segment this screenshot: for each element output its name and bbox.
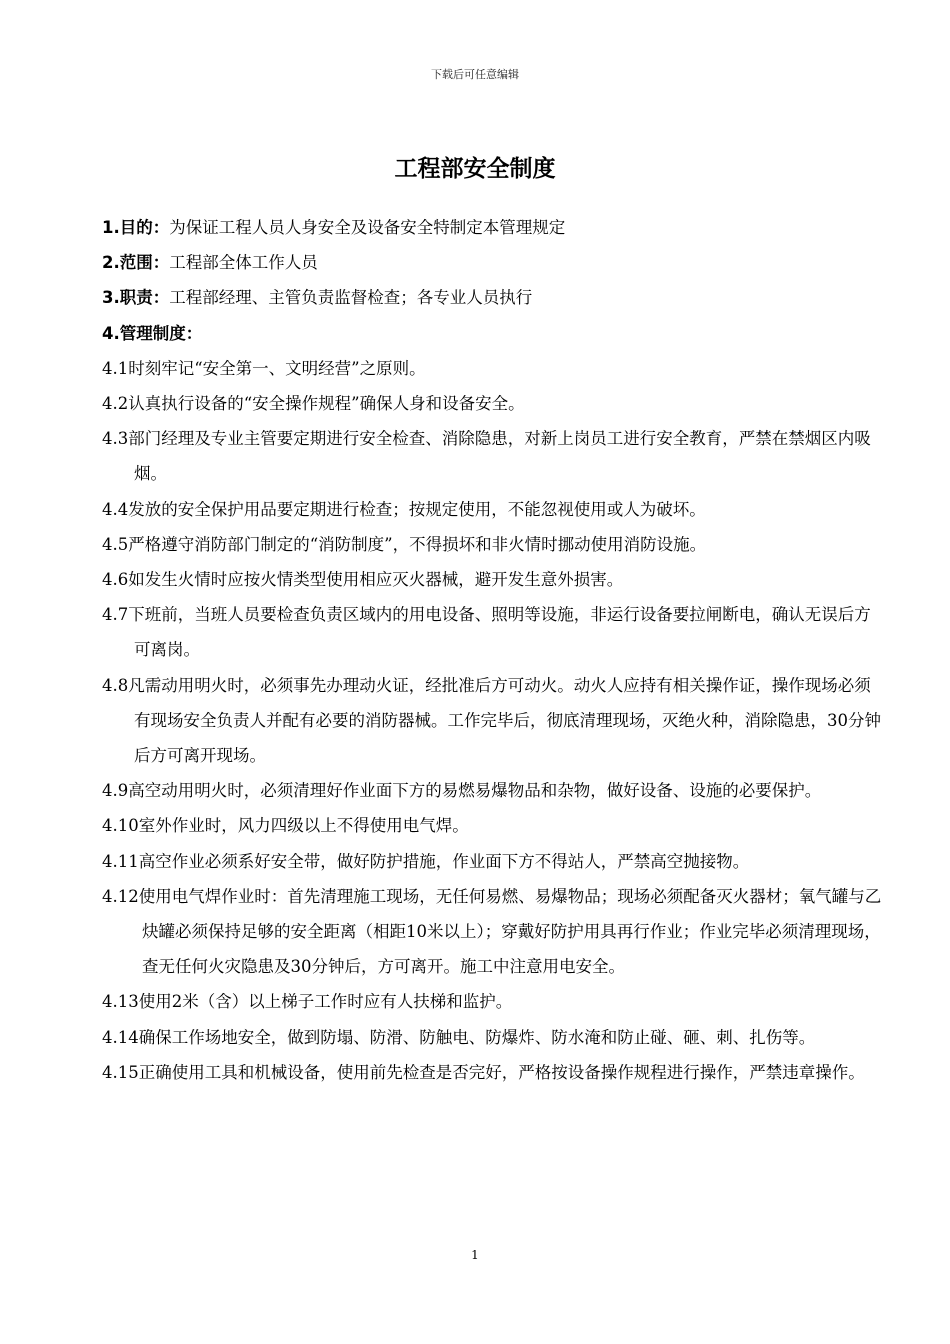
- rule-item: [102, 1020, 882, 1055]
- rule-number: 4.10: [102, 816, 139, 836]
- rule-number: 4.14: [102, 1027, 139, 1047]
- rule-item: [102, 844, 882, 879]
- section-text: 工程部全体工作人员: [169, 253, 318, 273]
- rule-item: [102, 879, 882, 985]
- rule-number: 4.6: [102, 570, 129, 590]
- rule-item: [102, 773, 882, 808]
- rule-item: [102, 562, 882, 597]
- rule-number: 4.8: [102, 675, 129, 695]
- section-label: 4.管理制度：: [102, 323, 203, 343]
- rule-text: 室外作业时，风力四级以上不得使用电气焊。: [138, 816, 469, 836]
- rule-item: [102, 527, 882, 562]
- rule-number: 4.3: [102, 429, 129, 449]
- rule-number: 4.1: [102, 358, 129, 378]
- rule-number: 4.5: [102, 534, 129, 554]
- rule-text: 如发生火情时应按火情类型使用相应灭火器械，避开发生意外损害。: [128, 570, 624, 590]
- rule-item: [102, 1055, 882, 1090]
- page-number: 1: [471, 1248, 479, 1262]
- rule-text: 认真执行设备的“安全操作规程”确保人身和设备安全。: [128, 394, 525, 414]
- rule-number: 4.13: [102, 992, 139, 1012]
- rule-text: 严格遵守消防部门制定的“消防制度”，不得损坏和非火情时挪动使用消防设施。: [128, 534, 707, 554]
- rule-text: 凡需动用明火时，必须事先办理动火证，经批准后方可动火。动火人应持有相关操作证，操作现场必须有现场安全负责人并配有必要的消防器械。工作完毕后，彻底清理现场，灭绝火种，消除隐患，30分钟后方可离开现场。: [128, 675, 881, 766]
- rule-text: 确保工作场地安全，做到防塌、防滑、防触电、防爆炸、防水淹和防止碰、砸、刺、扎伤等。: [138, 1027, 816, 1047]
- rule-item: [102, 492, 882, 527]
- rule-text: 下班前，当班人员要检查负责区域内的用电设备、照明等设施，非运行设备要拉闸断电，确认无误后方可离岗。: [128, 605, 871, 660]
- rule-item: [102, 808, 882, 843]
- rule-text: 使用2米（含）以上梯子工作时应有人扶梯和监护。: [138, 992, 513, 1012]
- rule-number: 4.15: [102, 1062, 139, 1082]
- rule-number: 4.4: [102, 499, 129, 519]
- rule-text: 时刻牢记“安全第一、文明经营”之原则。: [128, 358, 426, 378]
- rule-number: 4.12: [102, 886, 139, 906]
- document-body: [102, 210, 882, 1090]
- rule-item: [102, 984, 882, 1019]
- section-scope: [102, 245, 882, 280]
- section-duties: [102, 280, 882, 315]
- section-label: 2.范围：: [102, 253, 170, 273]
- rule-item: [102, 597, 882, 667]
- section-text: 为保证工程人员人身安全及设备安全特制定本管理规定: [169, 218, 566, 237]
- rule-text: 高空作业必须系好安全带，做好防护措施，作业面下方不得站人，严禁高空抛接物。: [138, 851, 750, 871]
- header-note: 下载后可任意编辑: [431, 68, 519, 81]
- rule-number: 4.7: [102, 605, 129, 625]
- rule-item: [102, 351, 882, 386]
- section-label: 3.职责：: [102, 288, 170, 308]
- rule-item: [102, 668, 882, 774]
- rule-text: 使用电气焊作业时：首先清理施工现场，无任何易燃、易爆物品；现场必须配备灭火器材；氧气罐与乙炔罐必须保持足够的安全距离（相距10米以上）；穿戴好防护用具再行作业；作业完毕必须清理现场，查无任何火灾隐患及30分钟后，方可离开。施工中注意用电安全。: [138, 886, 882, 977]
- section-label: 1.目的：: [102, 218, 170, 237]
- rule-text: 高空动用明火时，必须清理好作业面下方的易燃易爆物品和杂物，做好设备、设施的必要保护。: [128, 781, 822, 801]
- document-title: 工程部安全制度: [394, 156, 556, 182]
- rule-text: 发放的安全保护用品要定期进行检查；按规定使用，不能忽视使用或人为破坏。: [128, 499, 706, 519]
- section-text: 工程部经理、主管负责监督检查；各专业人员执行: [169, 288, 533, 308]
- rule-number: 4.11: [102, 851, 139, 871]
- section-purpose: [102, 210, 882, 245]
- rule-item: [102, 421, 882, 491]
- rule-text: 正确使用工具和机械设备，使用前先检查是否完好，严格按设备操作规程进行操作，严禁违章操作。: [138, 1062, 865, 1082]
- rule-item: [102, 386, 882, 421]
- rule-number: 4.2: [102, 394, 129, 414]
- rule-text: 部门经理及专业主管要定期进行安全检查、消除隐患，对新上岗员工进行安全教育，严禁在禁烟区内吸烟。: [128, 429, 871, 484]
- rule-number: 4.9: [102, 781, 129, 801]
- section-rules: [102, 316, 882, 351]
